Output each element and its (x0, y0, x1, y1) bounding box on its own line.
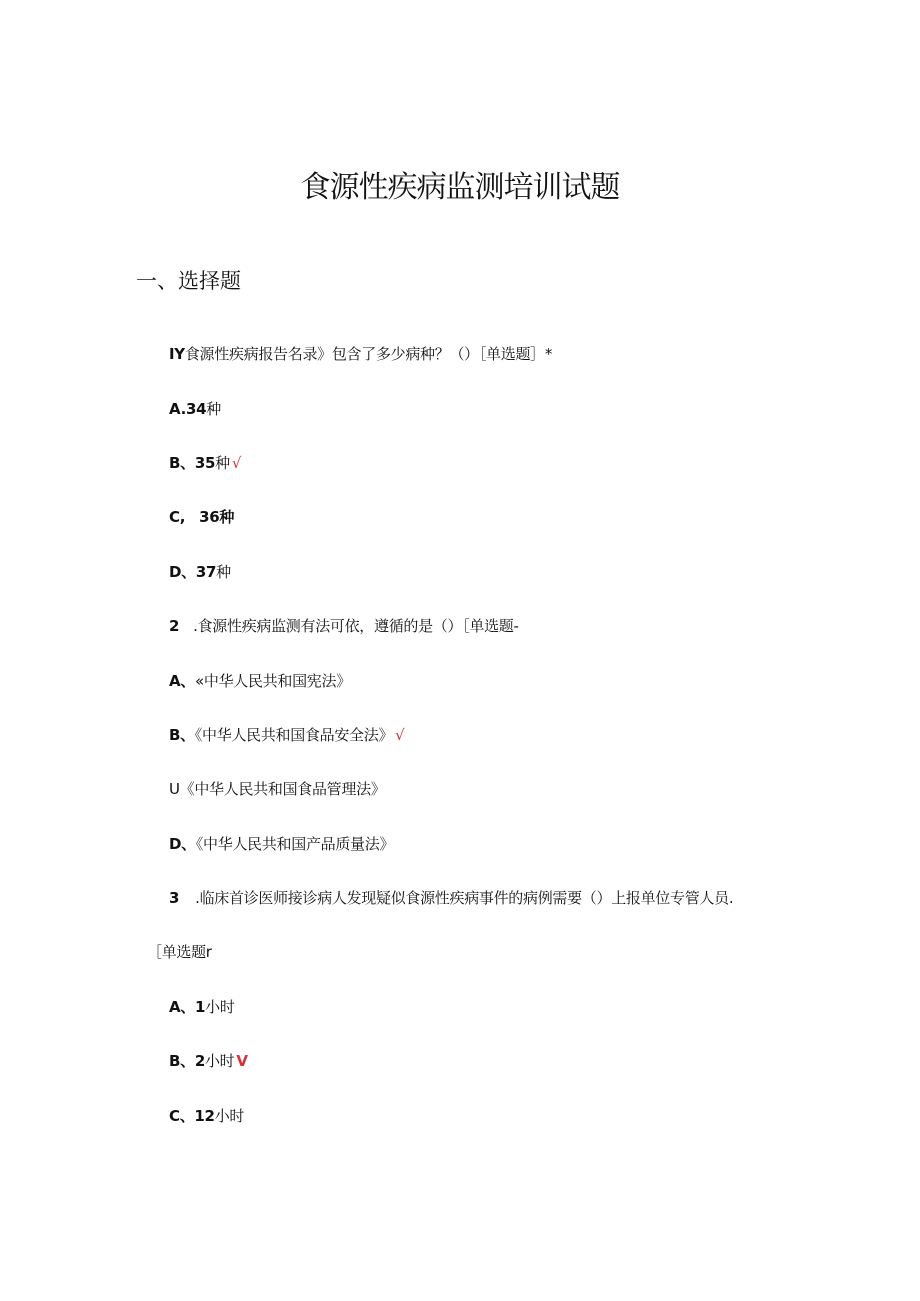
question-1-text: 食源性疾病报告名录》包含了多少病种？（）［单选题］* (184, 345, 553, 363)
question-1-option-b (169, 452, 241, 474)
question-2-option-d (169, 833, 394, 855)
question-3-stem-continuation: ［单选题r (147, 943, 212, 961)
option-text: 《中华人民共和国产品质量法》 (195, 835, 395, 853)
option-text: U《中华人民共和国食品管理法》 (169, 780, 386, 798)
question-3-option-c (169, 1105, 244, 1127)
question-1-option-d (169, 561, 231, 583)
question-2-number: 2 (169, 617, 180, 635)
question-3-option-a (169, 996, 235, 1018)
option-text: 种 (216, 563, 231, 581)
option-label: A、 (169, 672, 196, 690)
option-text: «中华人民共和国宪法》 (195, 672, 351, 690)
option-label: C、12 (169, 1107, 215, 1125)
option-text: 36种 (199, 508, 235, 526)
option-label: D、 (169, 835, 196, 853)
option-label: B、35 (169, 454, 216, 472)
option-label: B、 (169, 726, 195, 744)
question-2-text: .食源性疾病监测有法可依，遵循的是（）［单选题- (193, 617, 519, 635)
correct-mark-icon: √ (231, 454, 242, 472)
question-3-number: 3 (169, 889, 180, 907)
option-text: 种 (206, 400, 221, 418)
question-3-option-b (169, 1050, 248, 1072)
option-text: 小时 (205, 998, 235, 1016)
option-text: 种 (215, 454, 230, 472)
section-heading: 一、选择题 (136, 269, 241, 293)
correct-mark-icon: V (236, 1052, 248, 1070)
question-2-option-b (169, 724, 404, 746)
question-3-stem (169, 887, 733, 909)
option-label: D、37 (169, 563, 217, 581)
option-label: B、2 (169, 1052, 205, 1070)
option-label: C, (169, 508, 186, 526)
question-1-option-a (169, 398, 221, 420)
correct-mark-icon: √ (395, 726, 405, 744)
option-text: 《中华人民共和国食品安全法》 (194, 726, 394, 744)
option-text: 小时 (204, 1052, 235, 1070)
option-label: A、1 (169, 998, 206, 1016)
question-1-number: IY (169, 345, 185, 363)
question-2-option-a (169, 670, 351, 692)
question-2-stem (169, 615, 519, 637)
question-1-option-c (169, 506, 234, 528)
question-1-stem (169, 343, 552, 365)
question-3-text: .临床首诊医师接诊病人发现疑似食源性疾病事件的病例需要（）上报单位专管人员. (195, 889, 734, 907)
option-label: A.34 (169, 400, 207, 418)
question-2-option-c (169, 778, 385, 800)
document-title: 食源性疾病监测培训试题 (300, 170, 620, 205)
option-text: 小时 (214, 1107, 245, 1125)
